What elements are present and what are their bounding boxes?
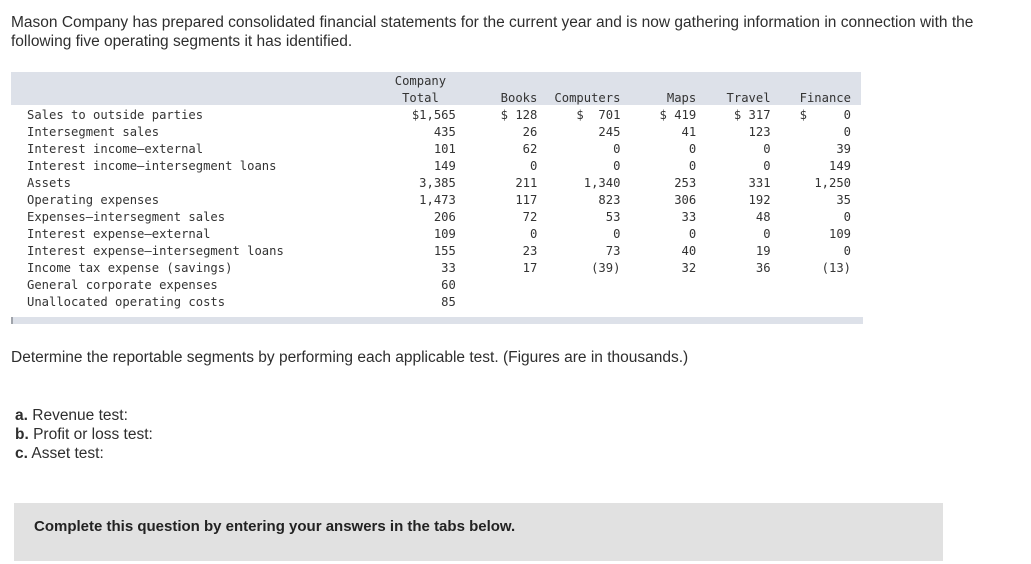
table-row [11,277,861,294]
cell-finance: $ 0 [799,108,851,122]
table-row [11,124,861,141]
cell-books: 62 [522,142,538,156]
table-row [11,141,861,158]
cell-total: $1,565 [411,108,456,122]
table-row [11,175,861,192]
cell-maps [622,294,698,311]
cell-travel: 0 [763,227,771,241]
table-body [11,107,861,311]
row-label: Sales to outside parties [27,108,204,122]
cell-travel: 36 [755,261,771,275]
cell-finance: 109 [828,227,851,241]
cell-computers: 0 [613,142,621,156]
cell-travel: 19 [755,244,771,258]
row-label: Expenses—intersegment sales [27,210,226,224]
cell-travel: 192 [748,193,771,207]
row-label: Interest income—intersegment loans [27,159,277,173]
problem-intro: Mason Company has prepared consolidated financial statements for the current year and is now gathering information in connection with the following five operating segments it has identified. [11,14,974,50]
cell-computers: 823 [598,193,621,207]
row-label: Interest expense—external [27,227,211,241]
cell-maps: 40 [681,244,697,258]
instruction-banner [14,503,943,561]
cell-total: 85 [441,295,456,309]
test-letter: a. [15,407,28,424]
cell-travel [698,277,772,294]
column-header-company-total [385,73,458,107]
cell-finance: 35 [836,193,851,207]
table-row [11,192,861,209]
table-row [11,294,861,311]
cell-finance: 0 [843,125,851,139]
instruction-text: Determine the reportable segments by performing each applicable test. (Figures are in thousands.) [11,349,689,366]
cell-maps: 253 [674,176,697,190]
cell-computers [539,294,622,311]
instruction-banner-text: Complete this question by entering your answers in the tabs below. [34,518,516,535]
cell-travel: $ 317 [733,108,771,122]
column-header-computers: Computers [554,91,621,105]
cell-total: 155 [433,244,456,258]
cell-maps: 33 [681,210,697,224]
cell-finance: 1,250 [814,176,851,190]
cell-total: 435 [433,125,456,139]
row-label: Intersegment sales [27,125,160,139]
cell-computers: 1,340 [583,176,621,190]
cell-travel: 123 [748,125,771,139]
cell-books: 0 [529,159,538,173]
cell-maps: 306 [674,193,697,207]
test-text: Profit or loss test: [33,426,153,443]
column-header-maps: Maps [666,91,697,105]
cell-finance: 0 [843,244,851,258]
cell-finance [773,277,861,294]
column-header-travel: Travel [726,91,771,105]
cell-travel: 48 [755,210,771,224]
cell-maps: $ 419 [659,108,697,122]
cell-computers: 0 [613,227,621,241]
column-header-finance: Finance [799,91,851,105]
test-text: Revenue test: [32,407,128,424]
cell-computers: (39) [591,261,621,275]
header-total: Total [402,91,439,105]
segment-data-table [11,72,861,324]
cell-total: 60 [441,278,456,292]
cell-total: 101 [433,142,456,156]
cell-books: 17 [522,261,538,275]
cell-total: 149 [433,159,456,173]
cell-total: 1,473 [419,193,456,207]
table-row [11,209,861,226]
cell-books: 117 [515,193,538,207]
row-label: Interest income—external [27,142,204,156]
cell-maps: 0 [688,159,697,173]
cell-total: 206 [433,210,456,224]
cell-finance: 149 [828,159,851,173]
table-row [11,226,861,243]
header-company: Company [394,74,447,88]
cell-books [458,277,539,294]
table-row [11,158,861,175]
cell-maps: 0 [688,227,697,241]
test-item-revenue [15,406,153,425]
table-row [11,107,861,124]
cell-total: 109 [433,227,456,241]
cell-books: $ 128 [500,108,538,122]
cell-maps: 41 [681,125,697,139]
row-label: Interest expense—intersegment loans [27,244,284,258]
table-header-row [11,73,861,107]
cell-books [458,294,539,311]
test-list [15,406,153,463]
cell-computers: 73 [605,244,621,258]
cell-total: 33 [441,261,456,275]
cell-total: 3,385 [419,176,456,190]
table-row [11,260,861,277]
table-footer-band [11,317,863,324]
cell-finance: 39 [836,142,851,156]
cell-travel: 0 [763,142,771,156]
cell-computers: 53 [605,210,621,224]
row-label: Operating expenses [27,193,160,207]
cell-finance: 0 [843,210,851,224]
cell-maps [622,277,698,294]
cell-finance [773,294,861,311]
cell-travel: 331 [748,176,771,190]
row-label: Assets [27,176,72,190]
cell-computers: 0 [613,159,621,173]
cell-travel: 0 [763,159,771,173]
cell-maps: 0 [688,142,697,156]
column-header-books: Books [500,91,538,105]
cell-computers: 245 [598,125,621,139]
test-item-profit-loss [15,425,153,444]
cell-books: 0 [529,227,538,241]
segment-table [11,73,861,311]
row-label: Unallocated operating costs [27,295,226,309]
cell-travel [698,294,772,311]
cell-finance: (13) [821,261,851,275]
cell-computers: $ 701 [576,108,621,122]
test-letter: b. [15,426,29,443]
label-column-header [11,73,385,107]
test-item-asset [15,444,153,463]
cell-books: 23 [522,244,538,258]
test-text: Asset test: [31,445,104,462]
test-letter: c. [15,445,28,462]
cell-maps: 32 [681,261,697,275]
row-label: General corporate expenses [27,278,218,292]
table-row [11,243,861,260]
cell-computers [539,277,622,294]
cell-books: 211 [515,176,538,190]
row-label: Income tax expense (savings) [27,261,233,275]
cell-books: 26 [522,125,538,139]
cell-books: 72 [522,210,538,224]
